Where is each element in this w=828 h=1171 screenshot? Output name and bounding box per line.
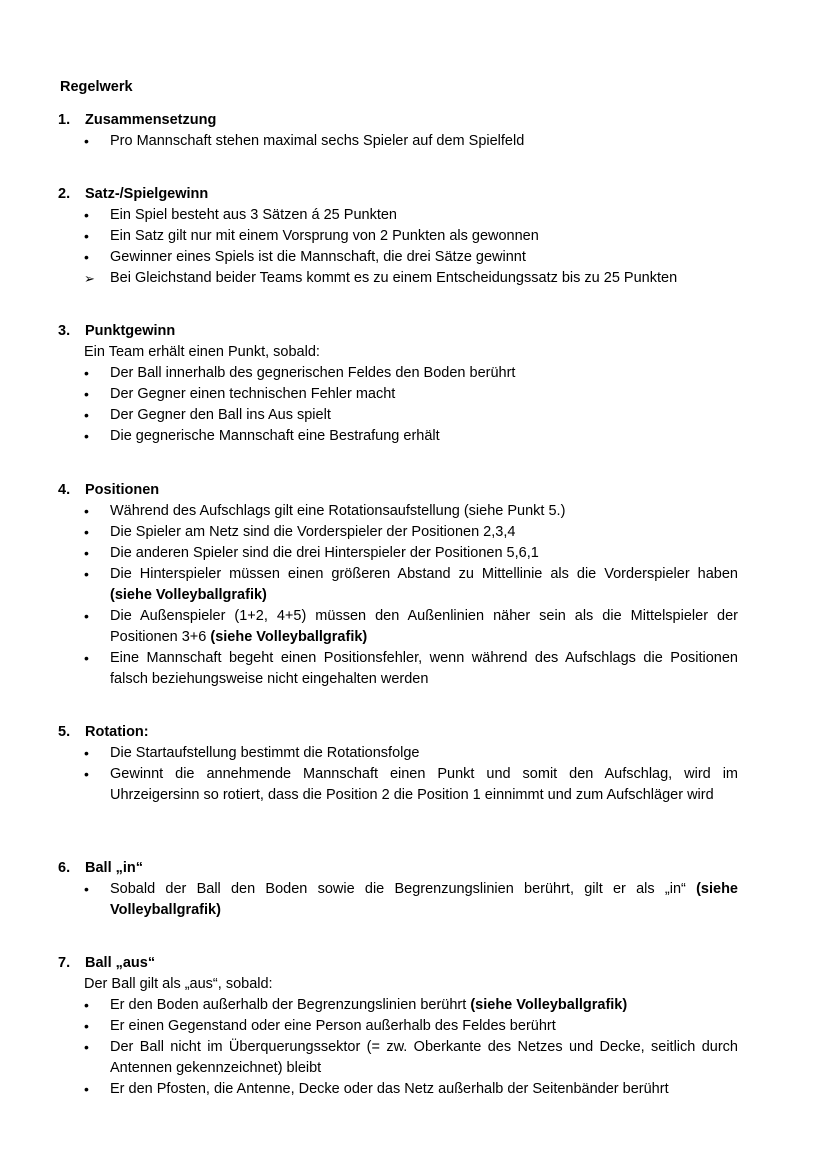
section-title: Ball „aus“: [85, 955, 156, 971]
bullet-icon: •: [84, 1018, 89, 1034]
item-text: Die Spieler am Netz sind die Vorderspieler der Positionen 2,3,4: [110, 524, 516, 540]
list-item: [58, 405, 738, 426]
section-satz-spielgewinn: [58, 184, 738, 289]
section-heading: [58, 953, 738, 974]
section-number: 5.: [58, 724, 71, 740]
section-positionen: [58, 480, 738, 690]
item-text: Ein Satz gilt nur mit einem Vorsprung von 2 Punkten als gewonnen: [110, 228, 539, 244]
item-text: Gewinnt die annehmende Mannschaft einen Punkt und somit den Aufschlag, wird im Uhrzeigersinn so rotiert, dass die Position 2 die Position 1 einnimmt und zum Aufschläger wird: [110, 766, 738, 803]
section-ball-aus: [58, 953, 738, 1100]
item-text: Bei Gleichstand beider Teams kommt es zu einem Entscheidungssatz bis zu 25 Punkten: [110, 270, 678, 286]
item-text: Gewinner eines Spiels ist die Mannschaft, die drei Sätze gewinnt: [110, 249, 526, 265]
section-title: Satz-/Spielgewinn: [85, 186, 209, 202]
list-item: [58, 543, 738, 564]
section-number: 2.: [58, 186, 71, 202]
item-text: Ein Spiel besteht aus 3 Sätzen á 25 Punkten: [110, 207, 397, 223]
bullet-list: [58, 131, 738, 152]
section-heading: [58, 722, 738, 743]
bullet-icon: •: [84, 650, 89, 666]
list-item: [58, 995, 738, 1016]
item-bold-text: (siehe Volleyballgrafik): [210, 629, 368, 645]
bullet-list: [58, 205, 738, 289]
section-title: Positionen: [85, 482, 160, 498]
list-item: [58, 606, 738, 648]
bullet-list: [58, 363, 738, 447]
list-item: [58, 384, 738, 405]
list-item: [58, 363, 738, 384]
list-item: [58, 1016, 738, 1037]
section-heading: [58, 321, 738, 342]
bullet-icon: •: [84, 997, 89, 1013]
bullet-icon: •: [84, 1039, 89, 1055]
list-item: [58, 131, 738, 152]
item-text: Die Startaufstellung bestimmt die Rotationsfolge: [110, 745, 420, 761]
item-text: Er den Pfosten, die Antenne, Decke oder das Netz außerhalb der Seitenbänder berührt: [110, 1081, 669, 1097]
bullet-icon: •: [84, 249, 89, 265]
item-text: Die anderen Spieler sind die drei Hinterspieler der Positionen 5,6,1: [110, 545, 539, 561]
list-item: [58, 522, 738, 543]
item-text: Er einen Gegenstand oder eine Person außerhalb des Feldes berührt: [110, 1018, 556, 1034]
list-item: [58, 247, 738, 268]
section-punktgewinn: [58, 321, 738, 447]
item-bold-text: (siehe Volleyballgrafik): [470, 997, 628, 1013]
item-text: Während des Aufschlags gilt eine Rotationsaufstellung (siehe Punkt 5.): [110, 503, 566, 519]
section-number: 6.: [58, 860, 71, 876]
section-zusammensetzung: [58, 110, 738, 152]
bullet-icon: •: [84, 386, 89, 402]
item-text: Die Außenspieler (1+2, 4+5) müssen den Außenlinien näher sein als die Mittelspieler der Positionen 3+6: [110, 608, 738, 645]
list-item: [58, 1079, 738, 1100]
item-text: Der Gegner den Ball ins Aus spielt: [110, 407, 331, 423]
section-heading: [58, 858, 738, 879]
section-title: Rotation:: [85, 724, 149, 740]
bullet-list: [58, 743, 738, 806]
list-item: [58, 743, 738, 764]
item-text: Er den Boden außerhalb der Begrenzungslinien berührt: [110, 997, 471, 1013]
section-intro: Der Ball gilt als „aus“, sobald:: [84, 976, 273, 992]
bullet-icon: •: [84, 766, 89, 782]
item-text: Die gegnerische Mannschaft eine Bestrafung erhält: [110, 428, 440, 444]
item-text: Der Ball innerhalb des gegnerischen Feldes den Boden berührt: [110, 365, 516, 381]
section-heading: [58, 184, 738, 205]
bullet-icon: •: [84, 503, 89, 519]
list-item: [58, 226, 738, 247]
section-number: 4.: [58, 482, 71, 498]
bullet-icon: •: [84, 207, 89, 223]
bullet-icon: •: [84, 566, 89, 582]
bullet-list: [58, 995, 738, 1100]
list-item: [58, 1037, 738, 1079]
item-bold-text: (siehe Volleyballgrafik): [110, 587, 267, 603]
list-item: [58, 501, 738, 522]
item-text: Der Gegner einen technischen Fehler macht: [110, 386, 396, 402]
section-ball-in: [58, 858, 738, 921]
section-title: Zusammensetzung: [85, 112, 217, 128]
bullet-icon: •: [84, 545, 89, 561]
bullet-icon: •: [84, 745, 89, 761]
section-intro: Ein Team erhält einen Punkt, sobald:: [84, 344, 320, 360]
section-title: Punktgewinn: [85, 323, 176, 339]
section-heading: [58, 480, 738, 501]
list-item: [58, 764, 738, 806]
bullet-icon: •: [84, 608, 89, 624]
section-heading: [58, 110, 738, 131]
item-text: Sobald der Ball den Boden sowie die Begrenzungslinien berührt, gilt er als „in“: [110, 881, 697, 897]
section-number: 7.: [58, 955, 71, 971]
document-title: Regelwerk: [60, 79, 133, 95]
bullet-list: [58, 879, 738, 921]
section-number: 1.: [58, 112, 71, 128]
bullet-icon: •: [84, 133, 89, 149]
bullet-icon: •: [84, 428, 89, 444]
bullet-icon: •: [84, 881, 89, 897]
item-text: Pro Mannschaft stehen maximal sechs Spieler auf dem Spielfeld: [110, 133, 525, 149]
item-text: Der Ball nicht im Überquerungssektor (= zw. Oberkante des Netzes und Decke, seitlich durch Antennen gekennzeichnet) bleibt: [110, 1039, 738, 1076]
bullet-icon: •: [84, 407, 89, 423]
item-bold-text: (siehe Volleyballgrafik): [110, 881, 738, 918]
list-item: [58, 648, 738, 690]
bullet-icon: •: [84, 365, 89, 381]
list-item: [58, 564, 738, 606]
section-title: Ball „in“: [85, 860, 144, 876]
list-item: [58, 426, 738, 447]
bullet-icon: •: [84, 228, 89, 244]
section-number: 3.: [58, 323, 71, 339]
item-text: Die Hinterspieler müssen einen größeren Abstand zu Mittellinie als die Vorderspieler haben: [110, 566, 738, 582]
list-item: [58, 879, 738, 921]
list-item: [58, 268, 738, 289]
section-rotation: [58, 722, 738, 806]
bullet-icon: •: [84, 1081, 89, 1097]
list-item: [58, 205, 738, 226]
bullet-list: [58, 501, 738, 690]
item-text: Eine Mannschaft begeht einen Positionsfehler, wenn während des Aufschlags die Positionen falsch beziehungsweise nicht eingehalten werden: [110, 650, 738, 687]
bullet-icon: •: [84, 524, 89, 540]
arrow-bullet-icon: ➢: [84, 271, 95, 286]
